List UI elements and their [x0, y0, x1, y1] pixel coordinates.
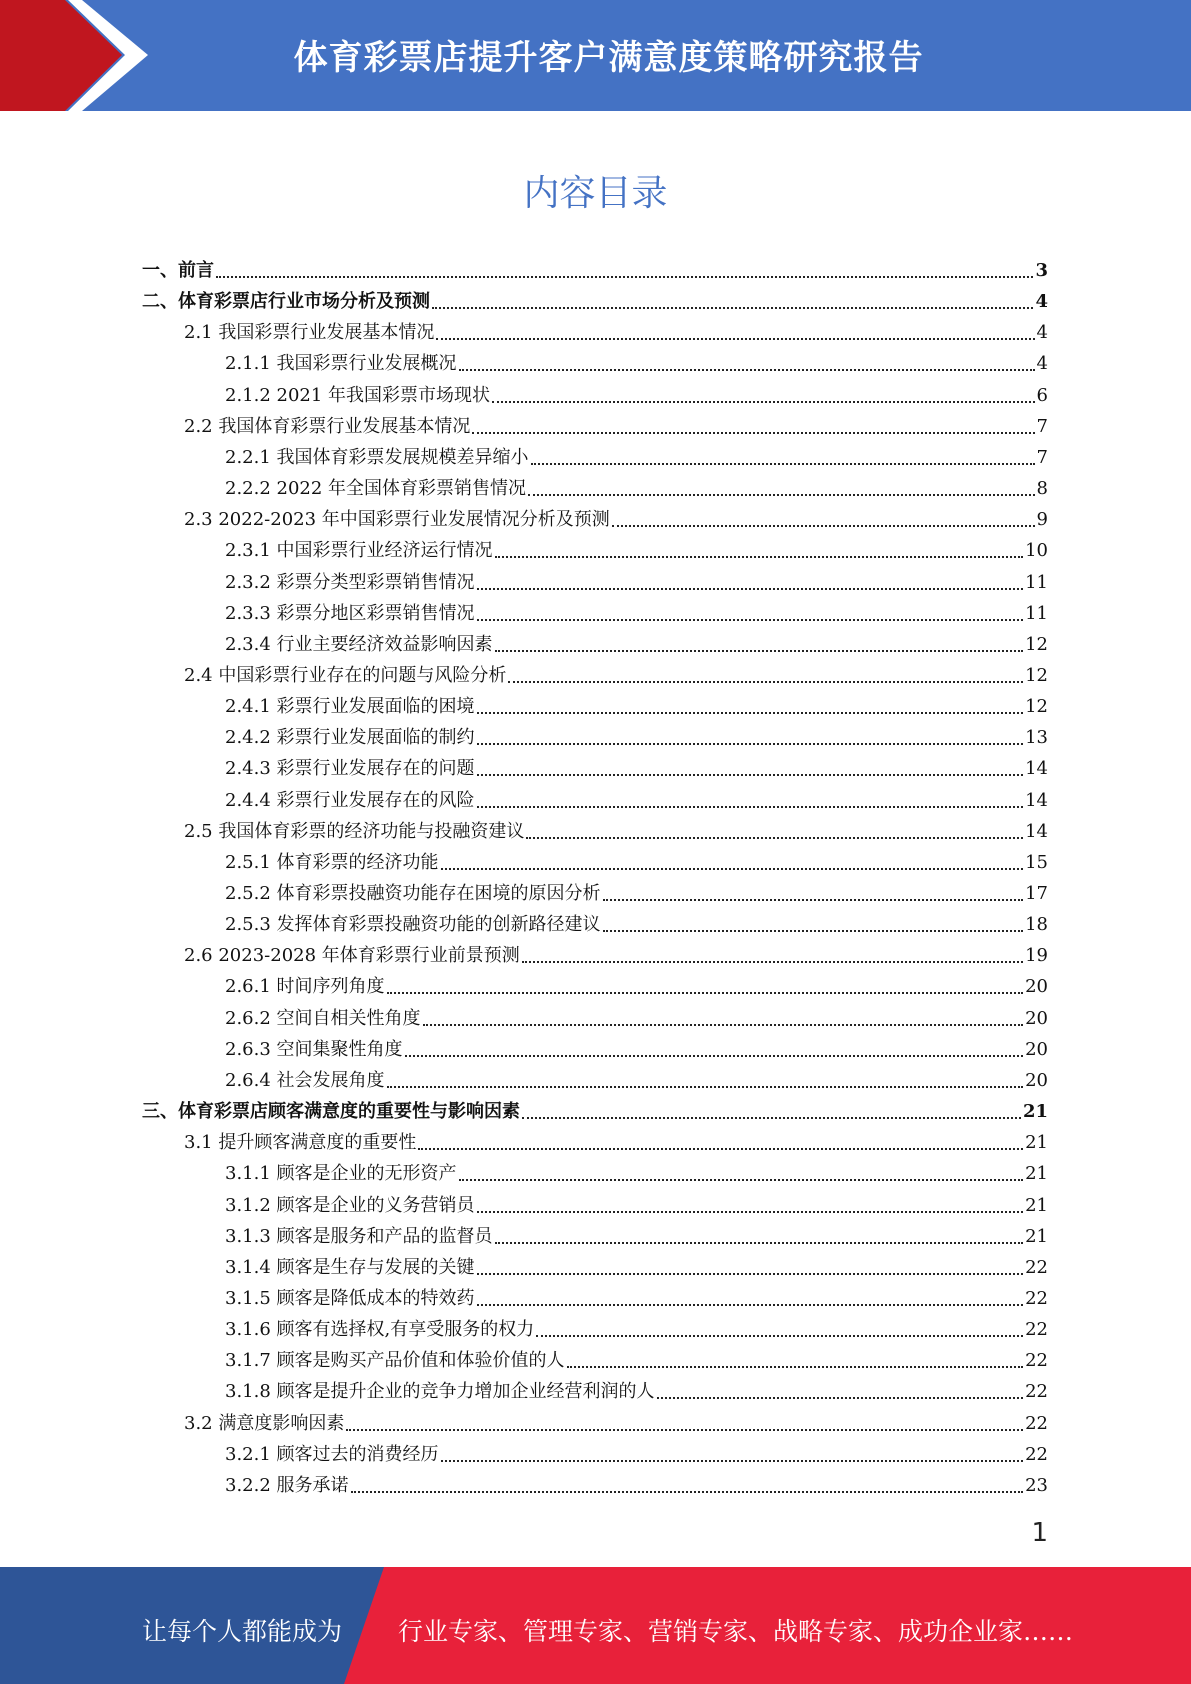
toc-leader-dots: [477, 1211, 1024, 1213]
toc-entry-label: 3.1 提升顾客满意度的重要性: [184, 1132, 417, 1154]
toc-entry-label: 2.6.2 空间自相关性角度: [225, 1007, 421, 1029]
toc-leader-dots: [603, 899, 1024, 901]
toc-entry-label: 2.5.2 体育彩票投融资功能存在困境的原因分析: [225, 883, 601, 904]
toc-entry-page: 7: [1036, 415, 1048, 437]
toc-entry[interactable]: [184, 504, 1048, 535]
toc-entry-page: 11: [1025, 602, 1048, 624]
toc-entry-label: 2.4.3 彩票行业发展存在的问题: [225, 758, 475, 780]
toc-entry-page: 13: [1025, 727, 1048, 749]
toc-leader-dots: [526, 837, 1023, 839]
toc-entry-label: 3.1.1 顾客是企业的无形资产: [225, 1163, 457, 1185]
toc-entry-page: 3: [1035, 260, 1048, 281]
toc-leader-dots: [567, 1366, 1024, 1368]
toc-heading: 内容目录: [523, 173, 668, 214]
toc-entry-label: 2.3.2 彩票分类型彩票销售情况: [225, 571, 475, 593]
toc-leader-dots: [459, 369, 1035, 371]
toc-entry-label: 3.2.2 服务承诺: [225, 1474, 349, 1496]
toc-leader-dots: [441, 1460, 1024, 1462]
toc-entry[interactable]: [225, 1252, 1048, 1283]
toc-entry-page: 20: [1025, 1069, 1048, 1091]
toc-leader-dots: [432, 307, 1033, 309]
toc-entry-page: 18: [1025, 914, 1048, 936]
toc-entry[interactable]: [184, 816, 1048, 847]
toc-leader-dots: [387, 1086, 1024, 1088]
toc-leader-dots: [477, 1304, 1024, 1306]
toc-leader-dots: [612, 525, 1035, 527]
toc-entry-label: 2.3.3 彩票分地区彩票销售情况: [225, 602, 475, 624]
toc-entry-label: 2.2 我国体育彩票行业发展基本情况: [184, 415, 471, 437]
toc-entry[interactable]: [225, 722, 1048, 753]
toc-entry-page: 17: [1025, 883, 1048, 904]
toc-entry-page: 22: [1025, 1256, 1048, 1278]
toc-entry-label: 2.5.3 发挥体育彩票投融资功能的创新路径建议: [225, 914, 601, 936]
toc-entry-page: 21: [1022, 1101, 1048, 1123]
toc-entry-label: 2.3 2022-2023 年中国彩票行业发展情况分析及预测: [184, 509, 610, 531]
toc-entry[interactable]: [225, 1345, 1048, 1376]
toc-entry-label: 2.3.1 中国彩票行业经济运行情况: [225, 540, 493, 562]
toc-entry-page: 22: [1025, 1412, 1048, 1434]
toc-leader-dots: [495, 1242, 1024, 1244]
toc-entry-page: 10: [1025, 540, 1048, 562]
toc-entry[interactable]: [225, 1190, 1048, 1221]
toc-entry-page: 11: [1025, 571, 1048, 593]
toc-entry[interactable]: [225, 1314, 1048, 1345]
toc-entry-label: 二、体育彩票店行业市场分析及预测: [142, 291, 430, 313]
toc-entry-label: 一、前言: [142, 260, 214, 281]
toc-leader-dots: [522, 1117, 1021, 1119]
toc-entry-page: 14: [1025, 758, 1048, 780]
toc-leader-dots: [477, 743, 1024, 745]
toc-leader-dots: [603, 930, 1024, 932]
toc-entry-label: 2.6.4 社会发展角度: [225, 1069, 385, 1091]
toc-leader-dots: [477, 774, 1024, 776]
toc-leader-dots: [531, 463, 1035, 465]
toc-entry[interactable]: [225, 1221, 1048, 1252]
toc-leader-dots: [387, 992, 1024, 994]
toc-entry-label: 2.1.1 我国彩票行业发展概况: [225, 353, 457, 375]
toc-entry-label: 3.1.7 顾客是购买产品价值和体验价值的人: [225, 1350, 565, 1372]
toc-entry-page: 22: [1025, 1287, 1048, 1309]
toc-entry-label: 3.1.3 顾客是服务和产品的监督员: [225, 1225, 493, 1247]
toc-entry[interactable]: [225, 1439, 1048, 1470]
toc-leader-dots: [405, 1055, 1024, 1057]
toc-leader-dots: [657, 1397, 1024, 1399]
toc-entry-label: 3.1.6 顾客有选择权,有享受服务的权力: [225, 1319, 535, 1341]
toc-leader-dots: [477, 1273, 1024, 1275]
toc-entry[interactable]: [225, 1376, 1048, 1407]
toc-leader-dots: [418, 1148, 1023, 1150]
toc-entry-label: 2.4.2 彩票行业发展面临的制约: [225, 727, 475, 749]
toc-entry-page: 8: [1036, 478, 1048, 500]
toc-entry-label: 2.4.4 彩票行业发展存在的风险: [225, 789, 475, 811]
toc-leader-dots: [495, 556, 1024, 558]
toc-entry-label: 3.2 满意度影响因素: [184, 1412, 345, 1434]
toc-entry-label: 3.2.1 顾客过去的消费经历: [225, 1443, 439, 1465]
toc-entry-page: 12: [1025, 664, 1048, 686]
toc-entry-page: 14: [1025, 789, 1048, 811]
toc-entry-page: 20: [1025, 976, 1048, 998]
footer-slogan-left: 让每个人都能成为: [142, 1617, 343, 1646]
toc-entry[interactable]: [184, 317, 1048, 348]
toc-entry-page: 14: [1025, 820, 1048, 842]
toc-entry[interactable]: [225, 753, 1048, 784]
toc-leader-dots: [351, 1491, 1024, 1493]
toc-entry[interactable]: [225, 1283, 1048, 1314]
toc-entry[interactable]: [225, 567, 1048, 598]
toc-entry[interactable]: [225, 380, 1048, 411]
toc-entry[interactable]: [225, 785, 1048, 816]
toc-entry[interactable]: [225, 473, 1048, 504]
toc-leader-dots: [216, 276, 1033, 278]
toc-entry[interactable]: [184, 1408, 1048, 1439]
toc-entry-label: 3.1.5 顾客是降低成本的特效药: [225, 1287, 475, 1309]
toc-entry-label: 2.5.1 体育彩票的经济功能: [225, 851, 439, 873]
toc-leader-dots: [508, 681, 1023, 683]
toc-leader-dots: [522, 961, 1023, 963]
toc-leader-dots: [477, 806, 1024, 808]
toc-leader-dots: [495, 650, 1024, 652]
toc-leader-dots: [441, 868, 1024, 870]
toc-entry-label: 3.1.8 顾客是提升企业的竞争力增加企业经营利润的人: [225, 1381, 655, 1403]
toc-entry[interactable]: [142, 1096, 1048, 1127]
toc-entry-label: 2.2.2 2022 年全国体育彩票销售情况: [225, 478, 527, 500]
toc-leader-dots: [436, 338, 1034, 340]
toc-entry-page: 6: [1036, 384, 1048, 406]
toc-entry-page: 22: [1025, 1443, 1048, 1465]
toc-entry[interactable]: [225, 847, 1048, 878]
toc-leader-dots: [477, 588, 1024, 590]
toc-entry-label: 2.1.2 2021 年我国彩票市场现状: [225, 384, 491, 406]
toc-entry-page: 21: [1025, 1225, 1048, 1247]
page-number: 1: [1031, 1518, 1048, 1548]
toc-entry-label: 2.4.1 彩票行业发展面临的困境: [225, 696, 475, 718]
toc-entry[interactable]: [184, 411, 1048, 442]
toc-leader-dots: [459, 1179, 1024, 1181]
toc-entry[interactable]: [225, 348, 1048, 379]
toc-leader-dots: [492, 401, 1034, 403]
toc-entry-label: 2.6.3 空间集聚性角度: [225, 1038, 403, 1060]
toc-entry-page: 15: [1025, 851, 1048, 873]
toc-entry[interactable]: [225, 598, 1048, 629]
toc-entry-label: 2.6 2023-2028 年体育彩票行业前景预测: [184, 945, 520, 967]
toc-entry-label: 三、体育彩票店顾客满意度的重要性与影响因素: [142, 1101, 520, 1123]
toc-entry-label: 2.4 中国彩票行业存在的问题与风险分析: [184, 664, 507, 686]
toc-entry-page: 19: [1025, 945, 1048, 967]
toc-leader-dots: [472, 432, 1034, 434]
toc-leader-dots: [536, 1335, 1023, 1337]
toc-entry-page: 20: [1025, 1038, 1048, 1060]
toc-entry[interactable]: [225, 1158, 1048, 1189]
toc-entry-page: 21: [1025, 1132, 1048, 1154]
toc-entry-page: 7: [1036, 446, 1048, 468]
toc-entry-page: 22: [1025, 1381, 1048, 1403]
toc-entry[interactable]: [225, 1003, 1048, 1034]
toc-entry[interactable]: [225, 1470, 1048, 1501]
toc-entry[interactable]: [225, 691, 1048, 722]
page-footer-banner: [0, 1567, 1191, 1684]
toc-leader-dots: [477, 712, 1024, 714]
toc-leader-dots: [346, 1429, 1023, 1431]
toc-entry[interactable]: [225, 1065, 1048, 1096]
page-header-banner: [0, 0, 1191, 111]
toc-entry-page: 22: [1025, 1319, 1048, 1341]
toc-entry-label: 2.2.1 我国体育彩票发展规模差异缩小: [225, 446, 529, 468]
toc-entry-page: 23: [1025, 1474, 1048, 1496]
toc-entry[interactable]: [225, 878, 1048, 909]
toc-entry[interactable]: [225, 971, 1048, 1002]
toc-entry[interactable]: [142, 255, 1048, 286]
toc-leader-dots: [423, 1024, 1024, 1026]
toc-entry-label: 2.1 我国彩票行业发展基本情况: [184, 322, 435, 344]
toc-entry[interactable]: [225, 909, 1048, 940]
toc-entry-label: 2.5 我国体育彩票的经济功能与投融资建议: [184, 820, 525, 842]
toc-entry[interactable]: [184, 1127, 1048, 1158]
toc-entry-label: 2.3.4 行业主要经济效益影响因素: [225, 633, 493, 655]
toc-entry-label: 3.1.2 顾客是企业的义务营销员: [225, 1194, 475, 1216]
toc-entry[interactable]: [225, 629, 1048, 660]
toc-leader-dots: [477, 619, 1024, 621]
toc-entry-page: 4: [1036, 353, 1048, 375]
toc-entry[interactable]: [225, 442, 1048, 473]
toc-entry-page: 21: [1025, 1194, 1048, 1216]
footer-slogan-right: 行业专家、管理专家、营销专家、战略专家、成功企业家……: [398, 1617, 1074, 1646]
toc-entry-page: 22: [1025, 1350, 1048, 1372]
toc-entry-label: 3.1.4 顾客是生存与发展的关键: [225, 1256, 475, 1278]
toc-entry-page: 12: [1025, 633, 1048, 655]
toc-entry-page: 4: [1036, 322, 1048, 344]
toc-entry-page: 9: [1036, 509, 1048, 531]
toc-entry[interactable]: [184, 660, 1048, 691]
toc-entry-page: 20: [1025, 1007, 1048, 1029]
toc-entry-label: 2.6.1 时间序列角度: [225, 976, 385, 998]
report-title: 体育彩票店提升客户满意度策略研究报告: [293, 38, 924, 78]
toc-leader-dots: [528, 494, 1034, 496]
toc-entry-page: 12: [1025, 696, 1048, 718]
toc-entry-page: 4: [1035, 291, 1048, 313]
toc-entry[interactable]: [142, 286, 1048, 317]
toc-entry[interactable]: [184, 940, 1048, 971]
toc-entry[interactable]: [225, 535, 1048, 566]
toc-entry[interactable]: [225, 1034, 1048, 1065]
toc-entry-page: 21: [1025, 1163, 1048, 1185]
